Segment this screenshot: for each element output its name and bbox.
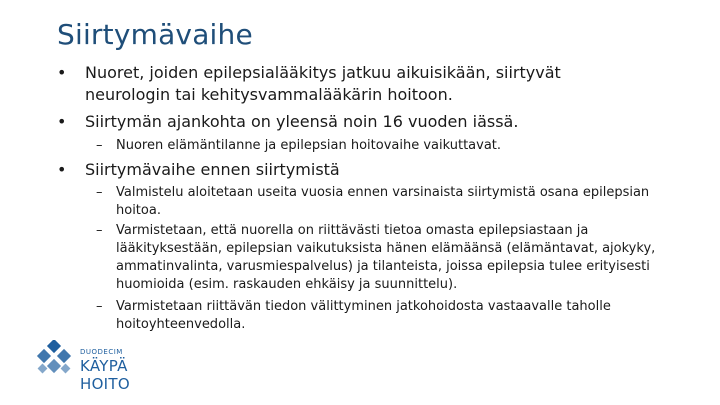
sub-bullet-3-2-text: Varmistetaan, että nuorella on riittävästi tietoa omasta epilepsiastaan ja lääkityksestään, epilepsian vaikutuksista hänen elämäänsä (elämäntavat, ajokyky, ammatinvalinta, varusmiespalvelus) ja tilanteista, joissa epilepsia tulee erityisesti huomioida (esim. raskauden ehkäisy ja suunnittelu). <box>116 223 656 292</box>
bullet-1-text: Nuoret, joiden epilepsialääkitys jatkuu aikuisikään, siirtyvät neurologin tai kehitysvammalääkärin hoitoon. <box>85 63 561 104</box>
slide-title: Siirtymävaihe <box>57 18 253 51</box>
sub-bullet-marker: – <box>96 223 103 238</box>
bullet-marker: • <box>57 63 67 82</box>
bullet-3-text: Siirtymävaihe ennen siirtymistä <box>85 160 340 179</box>
logo-small-text: DUODECIM <box>80 348 123 356</box>
kaypa-hoito-diamond-logo-icon <box>34 340 74 380</box>
sub-bullet-3-1-text: Valmistelu aloitetaan useita vuosia ennen varsinaista siirtymistä osana epilepsian hoitoa. <box>116 185 650 218</box>
bullet-2-text: Siirtymän ajankohta on yleensä noin 16 vuoden iässä. <box>85 112 519 131</box>
sub-bullet-marker: – <box>96 299 103 314</box>
sub-bullet-marker: – <box>96 185 103 200</box>
logo-big-text: KÄYPÄ HOITO <box>80 357 130 393</box>
kaypa-hoito-logo <box>34 340 174 393</box>
sub-bullet-2-1-text: Nuoren elämäntilanne ja epilepsian hoitovaihe vaikuttavat. <box>116 138 502 153</box>
bullet-marker: • <box>57 160 67 179</box>
sub-bullet-marker: – <box>96 138 103 153</box>
sub-bullet-3-3-text: Varmistetaan riittävän tiedon välittyminen jatkohoidosta vastaavalle taholle hoitoyhteenvedolla. <box>116 299 611 332</box>
bullet-marker: • <box>57 112 67 131</box>
